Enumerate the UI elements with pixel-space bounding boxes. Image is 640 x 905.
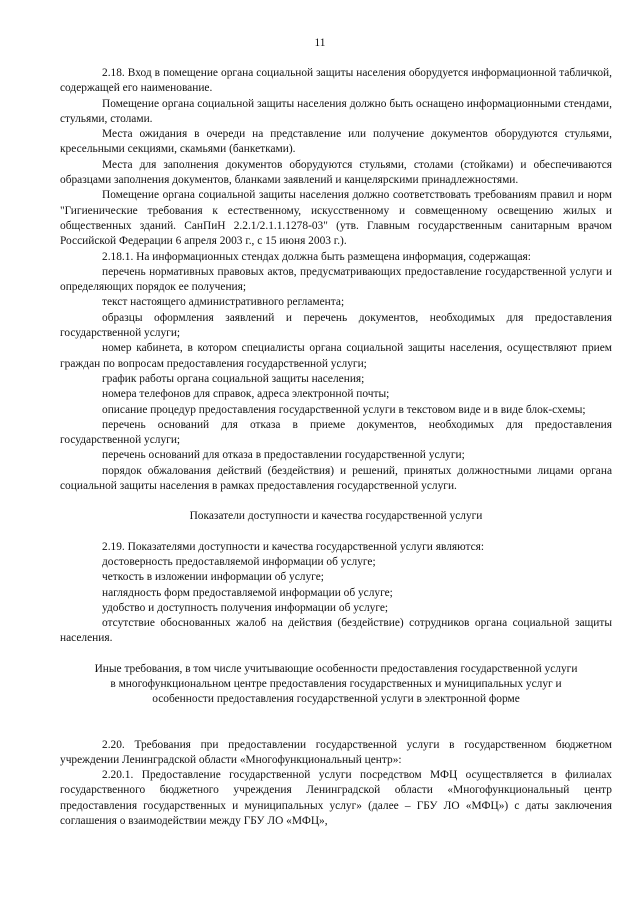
list-item: образцы оформления заявлений и перечень документов, необходимых для предоставления государственной услуги;: [60, 311, 612, 340]
list-item: график работы органа социальной защиты населения;: [102, 372, 365, 385]
paragraph: Места ожидания в очереди на представление или получение документов оборудуются стульями, кресельными секциями, скамьями (банкетками).: [60, 128, 612, 156]
list-item: порядок обжалования действий (бездействия) и решений, принятых должностными лицами органа социальной защиты населения в рамках предоставления государственной услуги.: [60, 464, 612, 493]
list-item: удобство и доступность получения информации об услуге;: [102, 601, 389, 614]
section-heading-line: Иные требования, в том числе учитывающие особенности предоставления государственной услуги: [94, 662, 578, 675]
list-item: отсутствие обоснованных жалоб на действия (бездействие) сотрудников органа социальной защиты населения.: [60, 617, 612, 645]
paragraph: 2.18.1. На информационных стендах должна быть размещена информация, содержащая:: [102, 250, 531, 263]
paragraph: 2.19. Показателями доступности и качества государственной услуги являются:: [102, 540, 485, 553]
list-item: номера телефонов для справок, адреса электронной почты;: [102, 388, 390, 401]
paragraph: 2.20. Требования при предоставлении государственной услуги в государственном бюджетном учреждении Ленинградской области «Многофункциональный центр»:: [60, 738, 612, 766]
section-heading-line: в многофункциональном центре предоставления государственных и муниципальных услуг и: [110, 677, 562, 690]
paragraph: 2.20.1. Предоставление государственной услуги посредством МФЦ осуществляется в филиалах государственного бюджетного учреждения Ленинградской области «Многофункциональный центр предоставления государственных и муниципальных услуг» (далее – ГБУ ЛО «МФЦ») с даты заключения соглашения о взаимодействии между ГБУ ЛО «МФЦ»,: [60, 769, 612, 828]
section-2-18: [60, 66, 612, 494]
list-item: описание процедур предоставления государственной услуги в текстовом виде и в виде блок-схемы;: [102, 403, 586, 416]
section-heading-block: [56, 662, 616, 708]
page-number: 11: [314, 37, 326, 49]
section-2-20: [60, 738, 612, 830]
section-heading-line: особенности предоставления государственной услуги в электронной форме: [152, 693, 520, 706]
list-item: номер кабинета, в котором специалисты органа социальной защиты населения, осуществляют прием граждан по вопросам предоставления государственной услуги;: [60, 342, 612, 370]
list-item: наглядность форм предоставляемой информации об услуге;: [102, 586, 393, 599]
list-item: четкость в изложении информации об услуге;: [102, 571, 324, 584]
paragraph: Помещение органа социальной защиты населения должно быть оснащено информационными стендами, стульями, столами.: [60, 97, 612, 125]
paragraph: Помещение органа социальной защиты населения должно соответствовать требованиям правил и норм "Гигиенические требования к естественному, искусственному и совмещенному освещению жилых и общественных зданий. СанПиН 2.2.1/2.1.1.1278-03" (утв. Главным государственным санитарным врачом Российской Федерации 6 апреля 2003 г., с 15 июня 2003 г.).: [60, 189, 612, 248]
paragraph: 2.18. Вход в помещение органа социальной защиты населения оборудуется информационной табличкой, содержащей его наименование.: [60, 67, 612, 95]
section-heading: Показатели доступности и качества государственной услуги: [189, 510, 483, 523]
list-item: перечень нормативных правовых актов, предусматривающих предоставление государственной услуги и определяющих порядок ее получения;: [60, 265, 612, 294]
document-body: [60, 66, 612, 829]
section-2-19: [60, 540, 612, 647]
list-item: перечень оснований для отказа в приеме документов, необходимых для предоставления государственной услуги;: [60, 418, 612, 447]
paragraph: Места для заполнения документов оборудуются стульями, столами (стойками) и обеспечиваются образцами заполнения документов, бланками заявлений и канцелярскими принадлежностями.: [60, 158, 612, 187]
list-item: перечень оснований для отказа в предоставлении государственной услуги;: [102, 449, 465, 462]
list-item: текст настоящего административного регламента;: [102, 296, 345, 309]
list-item: достоверность предоставляемой информации об услуге;: [102, 555, 376, 568]
